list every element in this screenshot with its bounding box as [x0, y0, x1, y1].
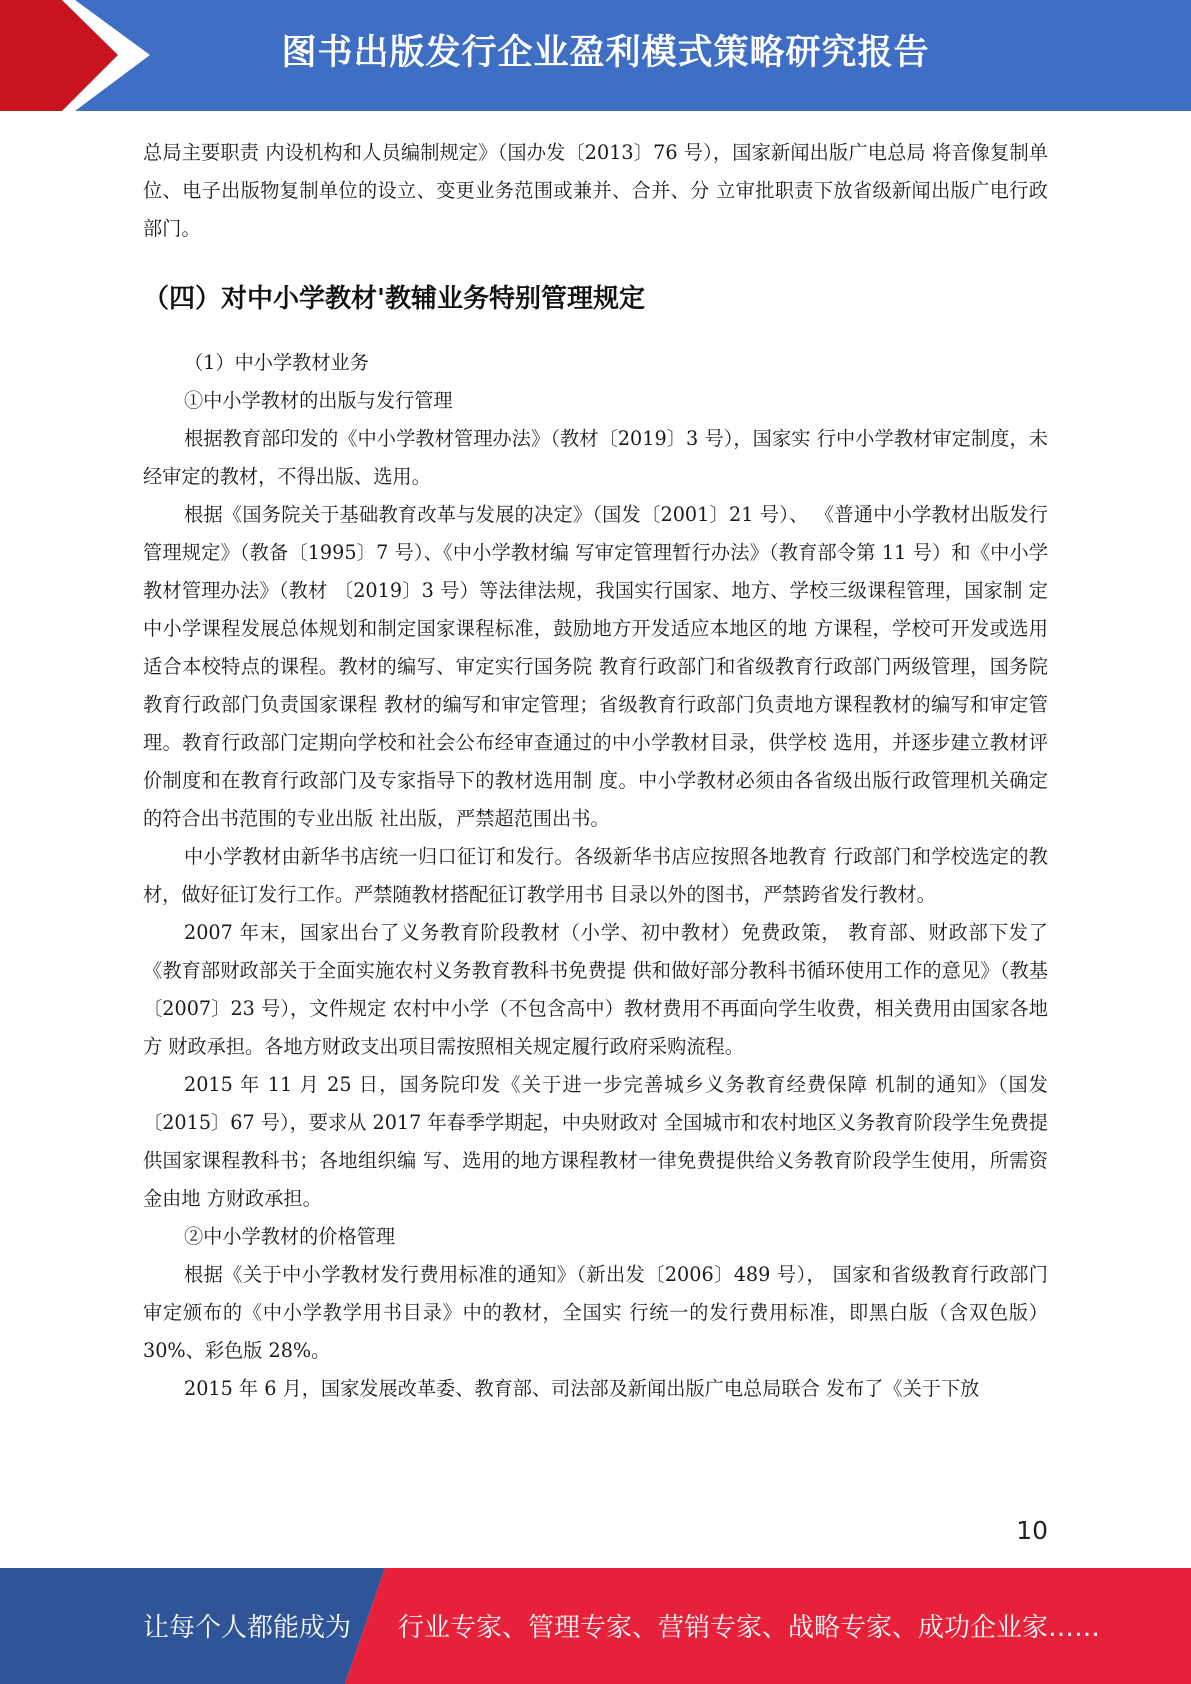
paragraph: 根据《国务院关于基础教育改革与发展的决定》（国发〔2001〕21 号）、 《普通中小学教材出版发行管理规定》（教备〔1995〕7 号）、《中小学教材编 写审定管理暂行办法》（教育部令第 11 号）和《中小学教材管理办法》（教材 〔2019〕3 号）等法律法规，我国实行国家、地方、学校三级课程管理，国家制 定中小学课程发展总体规划和制定国家课程标准，鼓励地方开发适应本地区的地 方课程，学校可开发或选用适合本校特点的课程。教材的编写、审定实行国务院 教育行政部门和省级教育行政部门两级管理，国务院教育行政部门负责国家课程 教材的编写和审定管理；省级教育行政部门负责地方课程教材的编写和审定管理。教育行政部门定期向学校和社会公布经审查通过的中小学教材目录，供学校 选用，并逐步建立教材评价制度和在教育行政部门及专家指导下的教材选用制 度。中小学教材必须由各省级出版行政管理机关确定的符合出书范围的专业出版 社出版，严禁超范围出书。 — [143, 503, 1048, 830]
section-heading: （四）对中小学教材'教辅业务特别管理规定 — [143, 284, 645, 314]
document-body — [143, 134, 1048, 1408]
paragraph: 2015 年 6 月，国家发展改革委、教育部、司法部及新闻出版广电总局联合 发布了《关于下放 — [184, 1377, 980, 1400]
paragraph: 中小学教材由新华书店统一归口征订和发行。各级新华书店应按照各地教育 行政部门和学校选定的教材，做好征订发行工作。严禁随教材搭配征订教学用书 目录以外的图书，严禁跨省发行教材。 — [143, 845, 1048, 906]
paragraph: 2007 年末，国家出台了义务教育阶段教材（小学、初中教材）免费政策， 教育部、财政部下发了《教育部财政部关于全面实施农村义务教育教科书免费提 供和做好部分教科书循环使用工作的意见》（教基〔2007〕23 号），文件规定 农村中小学（不包含高中）教材费用不再面向学生收费，相关费用由国家各地方 财政承担。各地方财政支出项目需按照相关规定履行政府采购流程。 — [143, 921, 1048, 1058]
footer-slogan-left: 让每个人都能成为 — [143, 1613, 352, 1643]
page-footer — [0, 1568, 1191, 1684]
page-header — [0, 0, 1191, 111]
footer-slogan-right: 行业专家、管理专家、营销专家、战略专家、成功企业家…… — [398, 1613, 1101, 1643]
paragraph: 根据教育部印发的《中小学教材管理办法》（教材〔2019〕3 号），国家实 行中小学教材审定制度，未经审定的教材，不得出版、选用。 — [143, 427, 1048, 488]
subheading-price-management: ②中小学教材的价格管理 — [184, 1225, 396, 1248]
subheading-publishing-management: ①中小学教材的出版与发行管理 — [184, 389, 453, 412]
paragraph: 根据《关于中小学教材发行费用标准的通知》（新出发〔2006〕489 号）， 国家和省级教育行政部门审定颁布的《中小学教学用书目录》中的教材，全国实 行统一的发行费用标准，即黑白版（含双色版）30%、彩色版 28%。 — [143, 1263, 1048, 1362]
page-number: 10 — [1016, 1516, 1048, 1545]
top-paragraph: 总局主要职责 内设机构和人员编制规定》（国办发〔2013〕76 号），国家新闻出版广电总局 将音像复制单位、电子出版物复制单位的设立、变更业务范围或兼并、合并、分 立审批职责下放省级新闻出版广电行政部门。 — [143, 141, 1048, 240]
paragraph: 2015 年 11 月 25 日，国务院印发《关于进一步完善城乡义务教育经费保障 机制的通知》（国发〔2015〕67 号），要求从 2017 年春季学期起，中央财政对 全国城市和农村地区义务教育阶段学生免费提供国家课程教科书；各地组织编 写、选用的地方课程教材一律免费提供给义务教育阶段学生使用，所需资金由地 方财政承担。 — [143, 1073, 1048, 1210]
subheading-textbook-business: （1）中小学教材业务 — [184, 351, 369, 374]
report-title: 图书出版发行企业盈利模式策略研究报告 — [281, 33, 930, 73]
